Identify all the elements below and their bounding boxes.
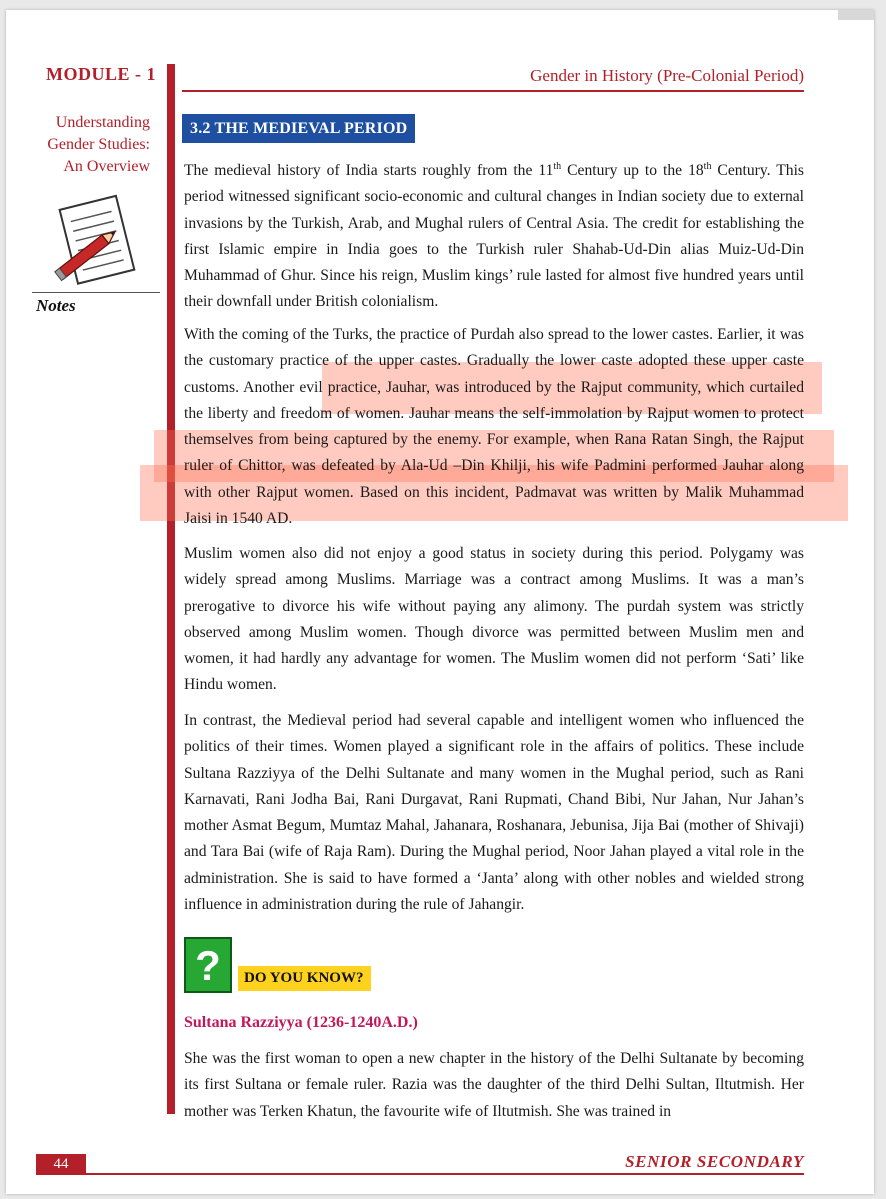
paragraph-text: Century. This period witnessed significant socio-economic and cultural changes in Indian society due to external invasions by the Turkish, Arab, and Mughal rulers of Central Asia. The credit for establishing the first Islamic empire in India goes to the Turkish ruler Shahab-Ud-Din alias Muiz-Ud-Din Muhammad of Ghur. Since his reign, Muslim kings’ rule lasted for almost five hundred years until their downfall under British colonialism. bbox=[184, 162, 804, 311]
notes-divider bbox=[32, 292, 160, 293]
section-heading: 3.2 THE MEDIEVAL PERIOD bbox=[182, 114, 415, 143]
superscript: th bbox=[553, 160, 562, 172]
module-label: MODULE - 1 bbox=[46, 64, 156, 84]
header-divider bbox=[182, 90, 804, 92]
sidebar-title bbox=[30, 112, 150, 178]
textbook-page bbox=[6, 10, 874, 1194]
subheading: Sultana Razziyya (1236-1240A.D.) bbox=[184, 1014, 418, 1031]
superscript: th bbox=[703, 160, 712, 172]
footer-label: SENIOR SECONDARY bbox=[625, 1152, 804, 1171]
paragraph bbox=[184, 158, 804, 316]
paragraph-text: She was the first woman to open a new chapter in the history of the Delhi Sultanate by becoming its first Sultana or female ruler. Razia was the daughter of the third Delhi Sultan, Iltutmish. Her mother was Terken Khatun, the favourite wife of Iltutmish. She was trained in bbox=[184, 1050, 804, 1120]
paragraph-text: In contrast, the Medieval period had several capable and intelligent women who influenced the politics of their times. Women played a significant role in the affairs of politics. These include Sultana Razziyya of the Delhi Sultanate and many women in the Mughal period, such as Rani Karnavati, Rani Jodha Bai, Rani Durgavat, Rani Rupmati, Chand Bibi, Nur Jahan, Nur Jahan’s mother Asmat Begum, Mumtaz Mahal, Jahanara, Roshanara, Jebunisa, Jija Bai (mother of Shivaji) and Tara Bai (wife of Raja Ram). During the Mughal period, Noor Jahan played a vital role in the administration. She is said to have formed a ‘Janta’ along with other nobles and wielded strong influence in administration during the rule of Jahangir. bbox=[184, 712, 804, 914]
paragraph bbox=[184, 1046, 804, 1125]
sidebar-title-line: Gender Studies: bbox=[47, 136, 150, 153]
notepad-pencil-icon bbox=[50, 190, 142, 290]
paragraph bbox=[184, 708, 804, 918]
page-corner bbox=[838, 10, 874, 20]
paragraph-text: The medieval history of India starts roughly from the 11 bbox=[184, 162, 554, 179]
sidebar-title-line: Understanding bbox=[55, 114, 150, 131]
chapter-title: Gender in History (Pre-Colonial Period) bbox=[530, 66, 804, 85]
footer-divider bbox=[36, 1173, 804, 1175]
notes-label: Notes bbox=[36, 296, 76, 315]
paragraph-text: Muslim women also did not enjoy a good status in society during this period. Polygamy was widely spread among Muslims. Marriage was a contract among Muslims. It was a man’s prerogative to divorce his wife without paying any alimony. The purdah system was strictly observed among Muslim women. Though divorce was permitted between Muslim men and women, it had hardly any advantage for women. The Muslim women did not perform ‘Sati’ like Hindu women. bbox=[184, 545, 804, 694]
do-you-know-label: DO YOU KNOW? bbox=[238, 966, 371, 991]
sidebar-title-line: An Overview bbox=[63, 158, 150, 175]
paragraph-text: Century up to the 18 bbox=[561, 162, 704, 179]
paragraph bbox=[184, 322, 804, 532]
paragraph-text: With the coming of the Turks, the practice of Purdah also spread to the lower castes. Earlier, it was the customary practice of the upper castes. Gradually the lower caste adopted these upper caste customs. Another evil practice, Jauhar, was introduced by the Rajput community, which curtailed the liberty and freedom of women. Jauhar means the self-immolation by Rajput women to protect themselves from being captured by the enemy. For example, when Rana Ratan Singh, the Rajput ruler of Chittor, was defeated by Ala-Ud –Din Khilji, his wife Padmini performed Jauhar along with other Rajput women. Based on this incident, Padmavat was written by Malik Muhammad Jaisi in 1540 AD. bbox=[184, 326, 804, 528]
paragraph bbox=[184, 541, 804, 699]
page-number: 44 bbox=[36, 1154, 86, 1174]
margin-bar bbox=[167, 64, 175, 1114]
question-mark-icon: ? bbox=[184, 937, 232, 993]
